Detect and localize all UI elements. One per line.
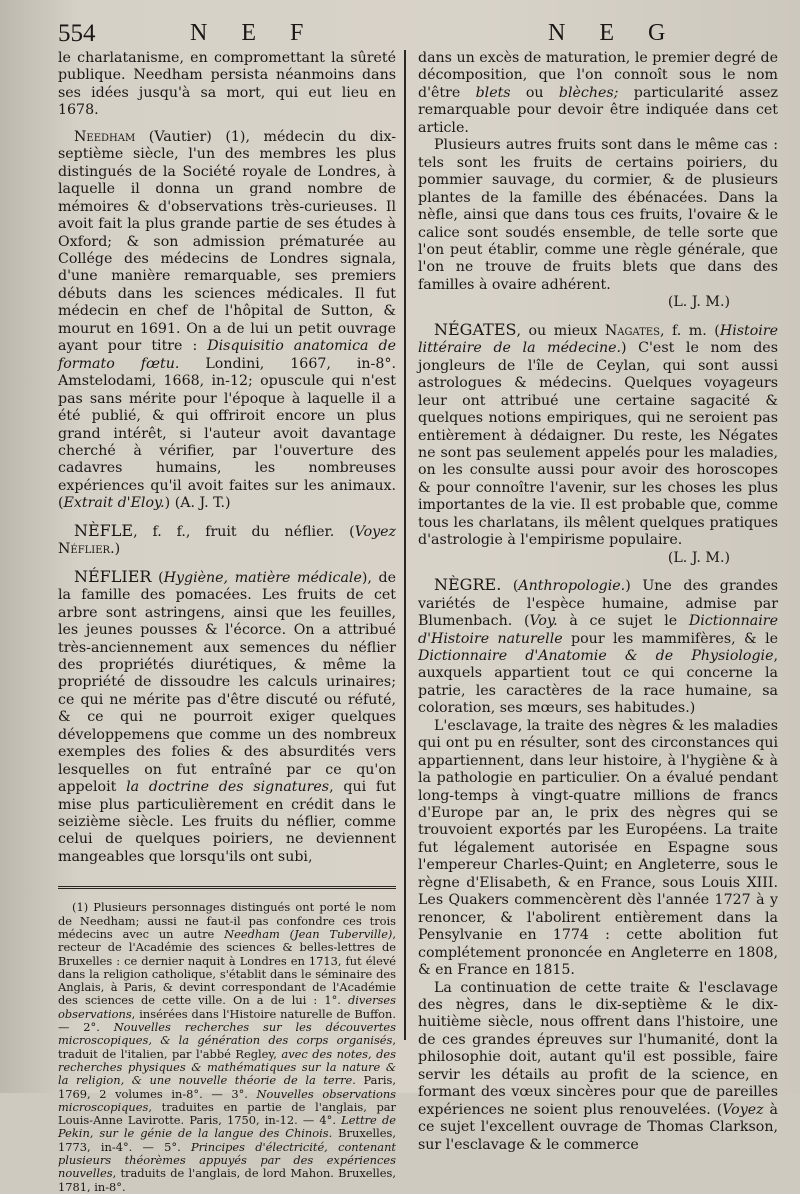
footnote-divider: [58, 886, 396, 889]
entry-subject: Histoire littéraire de la médecine.: [418, 322, 778, 357]
entry-negates: NÉGATES, ou mieux Nagates, f. m. (Histoire littéraire de la médecine.) C'est le nom des jongleurs de l'île de Ceylan, qui sont aussi astrologues & médecins. Quelques voyageurs leur ont attribué une certaine sagacité & quelques notions empiriques, qui ne seroient pas entièrement à dédaigner. Du reste, les Négates ne sont pas seulement appelés pour les maladies, on les consulte aussi pour avoir des horoscopes & pour connoître l'avenir, sur les choses les plus importantes de la vie. Il est probable que, comme tous les charlatans, ils mêlent quelques pratiques d'astrologie à l'empirisme populaire.: [418, 319, 778, 549]
footnote-text: (1) Plusieurs personnages distingués ont porté le nom de Needham; aussi ne faut-il pas confondre ces trois médecins avec un autre Needham (Jean Tuberville), recteur de l'Académie des sciences & belles-lettres de Bruxelles : ce dernier naquit à Londres en 1713, fut élevé dans la religion catholique, s'établit dans le séminaire des Anglais, à Paris, & devint correspondant de l'Académie des sciences de cette ville. On a de lui : 1°. diverses observations, insérées dans l'Histoire naturelle de Buffon. — 2°. Nouvelles recherches sur les découvertes microscopiques, & la génération des corps organisés, traduit de l'italien, par l'abbé Regley, avec des notes, des recherches physiques & mathématiques sur la nature & la religion, & une nouvelle théorie de la terre. Paris, 1769, 2 volumes in-8°. — 3°. Nouvelles observations microscopiques, traduites en partie de l'anglais, par Louis-Anne Lavirotte. Paris, 1750, in-12. — 4°. Lettre de Pekin, sur le génie de la langue des Chinois. Bruxelles, 1773, in-4°. — 5°. Principes d'électricité, contenant plusieurs théorèmes appuyés par des expériences nouvelles, traduits de l'anglais, de lord Mahon. Bruxelles, 1781, in-8°.: [58, 900, 397, 1194]
entry-needham: Needham (Vautier) (1), médecin du dix-septième siècle, l'un des membres les plus distingués de la Société royale de Londres, à laquelle il donna un grand nombre de mémoires & d'observations très-curieuses. Il avoit fait la plus grande partie de ses études à Oxford; & son admission prématurée au Collége des médecins de Londres signala, d'une manière remarquable, ses premiers débuts dans les sciences médicales. Il fut médecin en chef de l'hôpital de Sutton, & mourut en 1691. On a de lui un petit ouvrage ayant pour titre : Disquisitio anatomica de formato fœtu. Londini, 1667, in-8°. Amstelodami, 1668, in-12; opuscule qui n'est pas sans mérite pour l'époque à laquelle il a été publié, & qui offriroit encore un plus grand intérêt, si l'auteur avoit davantage cherché à vérifier, par l'ouverture des cadavres humains, les nombreuses expériences qu'il avoit faites sur les animaux. (Extrait d'Eloy.) (A. J. T.): [58, 128, 396, 512]
entry-headword: NÈGRE.: [434, 575, 502, 595]
entry-headword: Needham: [74, 128, 136, 145]
page-number: 554: [58, 20, 96, 47]
book-title: Disquisitio anatomica de formato fœtu.: [58, 338, 396, 372]
right-column: [408, 50, 778, 1153]
author-signature: (A. J. T.): [174, 495, 231, 512]
entry-neflier: NÉFLIER (Hygiène, matière médicale), de la famille des pomacées. Les fruits de cet arbre sont astringens, ainsi que les feuilles, les jeunes pousses & l'écorce. On a attribué très-anciennement aux semences du néflier des propriétés diurétiques, & même la propriété de dissoudre les calculs urinaires; ce qui ne mérite pas d'être discuté ou réfuté, & ce qui ne pourroit exiger quelques développemens que comme un des nombreux exemples des folies & des absurdités vers lesquelles on fut entraîné par ce qu'on appeloit la doctrine des signatures, qui fut mise plus particulièrement en crédit dans le seizième siècle. Les fruits du néflier, comme celui de quelques poiriers, ne deviennent mangeables que lorsqu'ils ont subi,: [58, 566, 397, 865]
paragraph: L'esclavage, la traite des nègres & les maladies qui ont pu en résulter, sont des circonstances qui appartiennent, dans leur histoire, à l'hygiène & à la pathologie en particulier. On a évalué pendant long-temps à vingt-quatre millions de francs d'Europe par an, le prix des nègres qui se trouvoient exportés par les Européens. La traite fut légalement autorisée en Espagne sous l'empereur Charles-Quint; en Angleterre, sous le règne d'Elisabeth, & en France, sous Louis XIII. Les Quakers commencèrent dès l'année 1727 à y renoncer, & l'abolirent entièrement dans la Pensylvanie en 1774 : cette abolition fut complétement prononcée en Angleterre en 1808, & en France en 1815.: [418, 717, 778, 979]
source-citation: Extrait d'Eloy.: [63, 495, 165, 512]
left-column: [58, 50, 402, 1194]
entry-subject: Hygiène, matière médicale: [163, 569, 362, 586]
two-column-body: [58, 50, 786, 1194]
entry-nefle: NÈFLE, f. f., fruit du néflier. (Voyez Néflier.): [58, 520, 396, 558]
footnote: [58, 901, 396, 1194]
running-header: [58, 20, 786, 50]
paragraph-continuation: le charlatanisme, en compromettant la sûreté publique. Needham persista néanmoins dans ses idées jusqu'à sa mort, qui eut lieu en 1678.: [58, 50, 396, 119]
running-head-left: N E F: [190, 20, 318, 46]
column-divider: [404, 50, 406, 1040]
author-signature: (L. J. M.): [667, 294, 730, 311]
entry-headword: NÉFLIER: [74, 566, 152, 586]
cross-reference: Néflier.): [58, 541, 121, 558]
entry-headword: NÈFLE: [74, 520, 134, 540]
paragraph: Plusieurs autres fruits sont dans le même cas : tels sont les fruits de certains poiriers, du pommier sauvage, du cormier, & de plusieurs plantes de la famille des ébénacées. Dans la nèfle, ainsi que dans tous ces fruits, l'ovaire & le calice sont soudés ensemble, de telle sorte que l'on peut établir, comme une règle générale, que l'on ne trouve de fruits blets que dans des familles à ovaire adhérent.: [418, 137, 778, 293]
paragraph-continuation: dans un excès de maturation, le premier degré de décomposition, que l'on connoît sous le nom d'être blets ou blèches; particularité assez remarquable pour devoir être indiquée dans cet article.: [418, 50, 778, 136]
entry-subject: Anthropologie.: [518, 578, 626, 595]
entry-negre: NÈGRE. (Anthropologie.) Une des grandes variétés de l'espèce humaine, admise par Blumenbach. (Voy. à ce sujet le Dictionnaire d'Histoire naturelle pour les mammifères, & le Dictionnaire d'Anatomie & de Physiologie, auxquels appartient tout ce qui concerne la patrie, les caractères de la race humaine, sa coloration, ses mœurs, ses habitudes.): [418, 575, 778, 717]
running-head-right: N E G: [548, 20, 680, 46]
paragraph: La continuation de cette traite & l'esclavage des nègres, dans le dix-septième & le dix-huitième siècle, nous offrent dans l'histoire, une de ces grandes épreuves sur l'humanité, dont la philosophie doit, autant qu'il est possible, faire servir les détails au profit de la science, en formant des vœux sincères pour que de pareilles expériences ne soient plus renouvelées. (Voyez à ce sujet l'excellent ouvrage de Thomas Clarkson, sur l'esclavage & le commerce: [418, 979, 778, 1153]
author-signature: (L. J. M.): [667, 549, 730, 566]
entry-headword: NÉGATES: [434, 319, 517, 339]
